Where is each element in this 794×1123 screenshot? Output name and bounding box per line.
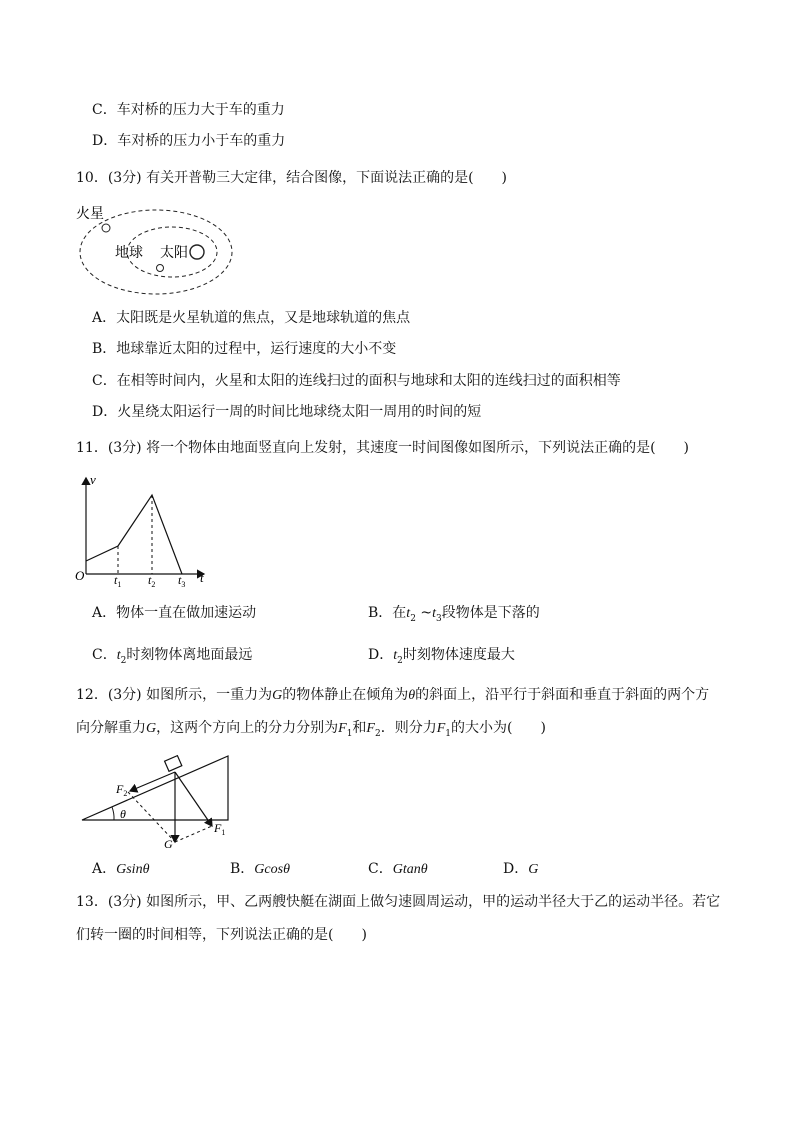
q12-incline-figure <box>78 752 238 852</box>
velocity-line <box>86 495 182 574</box>
q12-option-d: D．G <box>503 861 539 877</box>
earth-planet <box>157 265 164 272</box>
q12-stem-line1: 12．(3分) 如图所示，一重力为G的物体静止在倾角为θ的斜面上，沿平行于斜面和垂直于斜面的两个方 <box>76 687 710 703</box>
mars-orbit <box>80 210 232 294</box>
q12-option-a: A．Gsinθ <box>92 861 150 877</box>
q9-option-c: C．车对桥的压力大于车的重力 <box>92 102 285 118</box>
t3-label: $t_3$ <box>178 573 186 588</box>
mars-label: 火星 <box>76 207 104 222</box>
q12-option-b: B．Gcosθ <box>230 861 290 877</box>
q13-stem-line1: 13．(3分) 如图所示，甲、乙两艘快艇在湖面上做匀速圆周运动，甲的运动半径大于乙的运动半径。若它 <box>76 894 721 910</box>
q13-stem-line2: 们转一圈的时间相等，下列说法正确的是( ) <box>76 927 367 943</box>
sun-body <box>190 245 204 259</box>
dashed-g-f2 <box>128 792 175 842</box>
f2-arrow <box>130 772 175 791</box>
f1-arrow <box>175 772 212 826</box>
q10-option-b: B．地球靠近太阳的过程中，运行速度的大小不变 <box>92 341 397 357</box>
q12-stem-line2: 向分解重力G，这两个方向上的分力分别为$F_1$和$F_2$．则分力$F_1$的大小为( ) <box>76 720 546 739</box>
f2-label: $F_2$ <box>116 782 128 798</box>
g-label: G <box>164 837 173 851</box>
q9-option-d: D．车对桥的压力小于车的重力 <box>92 133 286 149</box>
q11-option-b: B．在$t_2$ $\sim t_3$段物体是下落的 <box>368 605 540 624</box>
t1-label: $t_1$ <box>114 573 122 588</box>
t2-label: $t_2$ <box>148 573 156 588</box>
q10-option-c: C．在相等时间内，火星和太阳的连线扫过的面积与地球和太阳的连线扫过的面积相等 <box>92 373 621 389</box>
q12-option-c: C．Gtanθ <box>368 861 428 877</box>
q10-orbit-figure <box>74 200 244 300</box>
t-label: t <box>200 570 204 585</box>
earth-label: 地球 <box>115 246 143 261</box>
block <box>165 756 182 772</box>
incline-triangle <box>82 756 228 820</box>
q10-option-a: A．太阳既是火星轨道的焦点，又是地球轨道的焦点 <box>92 310 411 326</box>
v-label: v <box>90 472 96 487</box>
q10-option-d: D．火星绕太阳运行一周的时间比地球绕太阳一周用的时间的短 <box>92 404 482 420</box>
q10-stem: 10．(3分) 有关开普勒三大定律，结合图像，下面说法正确的是( ) <box>76 170 508 186</box>
dashed-g-f1 <box>175 826 212 842</box>
q11-stem: 11．(3分) 将一个物体由地面竖直向上发射，其速度一时间图像如图所示，下列说法正确的是( ) <box>76 440 690 456</box>
q11-option-a: A．物体一直在做加速运动 <box>92 605 257 621</box>
mars-planet <box>102 224 110 232</box>
f1-label: $F_1$ <box>214 821 226 837</box>
sun-label: 太阳 <box>160 246 188 261</box>
q11-option-d: D．$t_2$时刻物体速度最大 <box>368 647 515 666</box>
theta-arc <box>112 807 114 820</box>
origin-label: O <box>75 568 85 583</box>
q11-vt-graph <box>70 470 220 588</box>
q11-option-c: C．$t_2$时刻物体离地面最远 <box>92 647 253 666</box>
theta-label: θ <box>120 807 126 821</box>
